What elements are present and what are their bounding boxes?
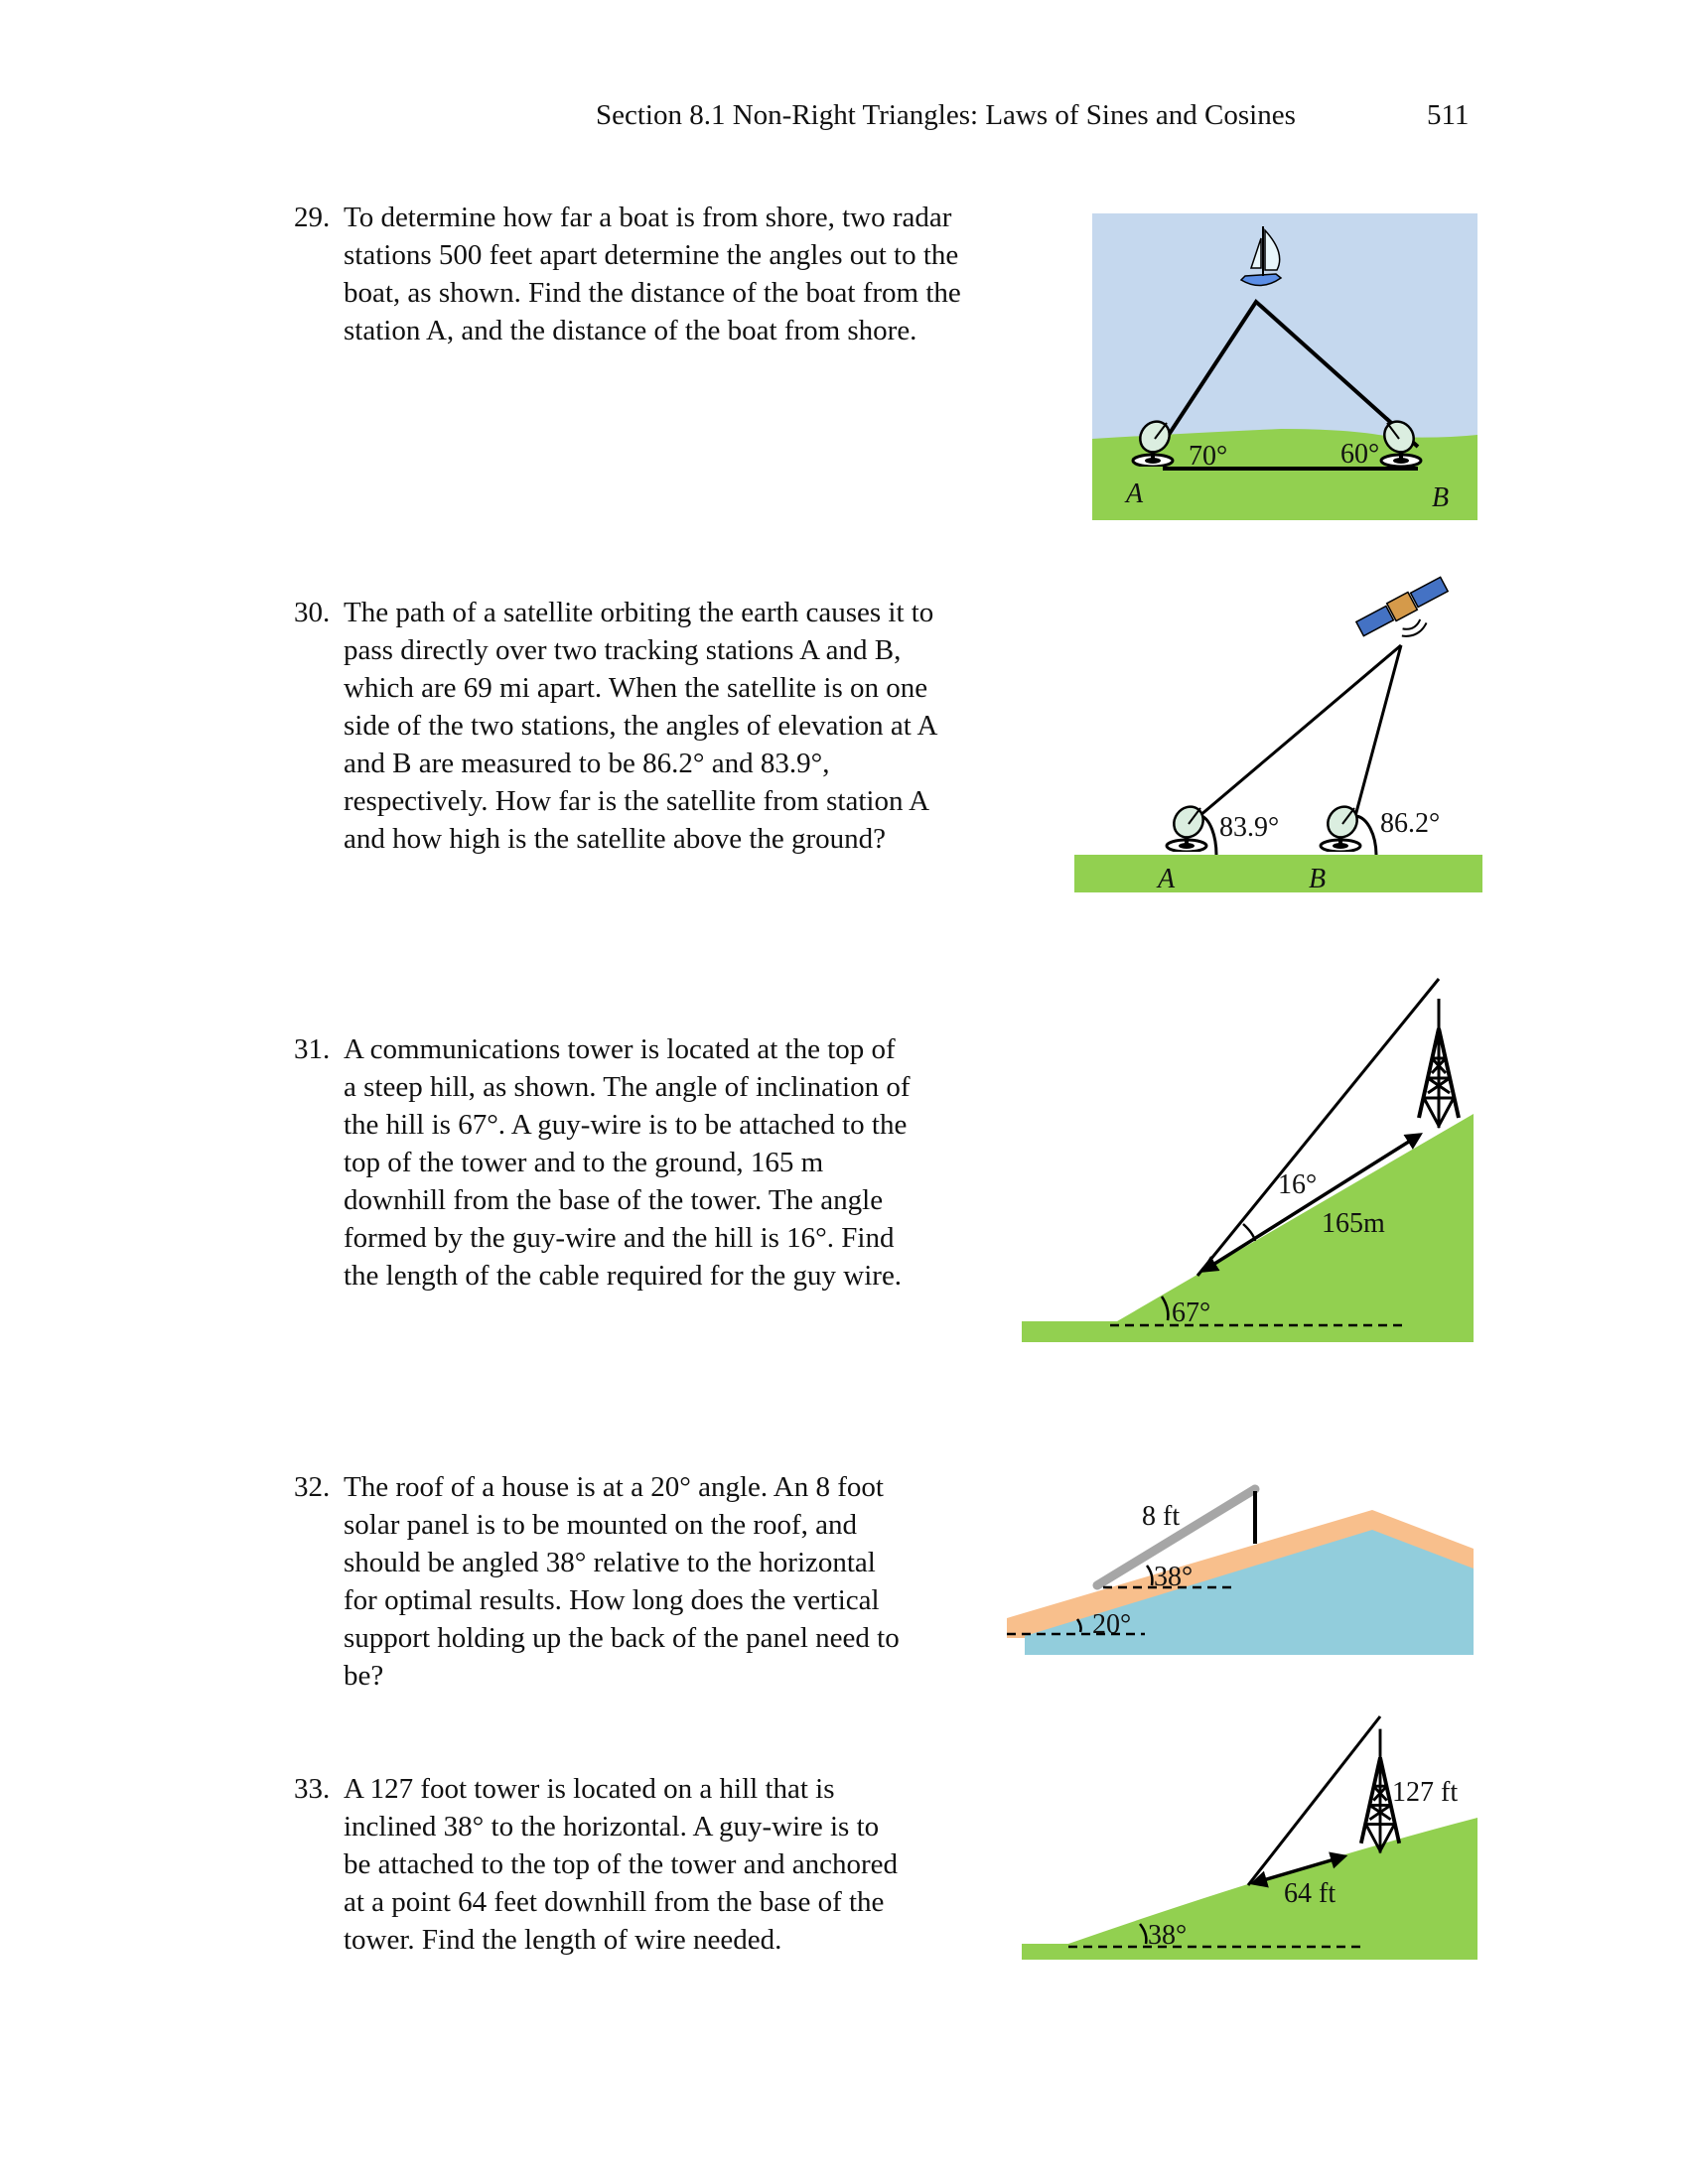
- problem-number: 31.: [294, 1033, 331, 1065]
- height-label: 127 ft: [1392, 1777, 1459, 1808]
- problem-number: 29.: [294, 202, 331, 233]
- problem-text-line: be?: [344, 1660, 384, 1692]
- tower-icon: [1419, 999, 1459, 1128]
- problem-number: 30.: [294, 597, 331, 628]
- figure-32-roof-panel: [1007, 1489, 1474, 1655]
- line-to-a: [1199, 645, 1401, 816]
- angle-label: 60°: [1340, 439, 1380, 470]
- problem-text-line: inclined 38° to the horizontal. A guy-wire is to: [344, 1811, 880, 1843]
- problem-text-line: which are 69 mi apart. When the satellite is on one: [344, 672, 928, 704]
- angle-label: 16°: [1278, 1169, 1318, 1200]
- angle-label: 67°: [1172, 1297, 1211, 1328]
- angle-label: 70°: [1189, 441, 1228, 472]
- problem-text-line: The roof of a house is at a 20° angle. An 8 foot: [344, 1471, 884, 1503]
- problem-text-line: support holding up the back of the panel need to: [344, 1622, 900, 1654]
- problem-text-line: boat, as shown. Find the distance of the boat from the: [344, 277, 961, 309]
- angle-label: 38°: [1148, 1920, 1188, 1951]
- problem-text-line: the hill is 67°. A guy-wire is to be attached to the: [344, 1109, 908, 1141]
- figure-33-tower-hill: [1022, 1716, 1477, 1960]
- problem-text-line: for optimal results. How long does the vertical: [344, 1584, 880, 1616]
- problem-text-line: a steep hill, as shown. The angle of inclination of: [344, 1071, 911, 1103]
- problem-text-line: and B are measured to be 86.2° and 83.9°,: [344, 748, 830, 779]
- problem-number: 33.: [294, 1773, 331, 1805]
- problem-text-line: A communications tower is located at the top of: [344, 1033, 896, 1065]
- angle-label: 86.2°: [1380, 808, 1441, 839]
- station-label: A: [1158, 864, 1176, 894]
- distance-label: 64 ft: [1284, 1878, 1336, 1909]
- problem-text-line: and how high is the satellite above the ground?: [344, 823, 887, 855]
- length-label: 8 ft: [1142, 1501, 1181, 1532]
- problem-text-line: downhill from the base of the tower. The angle: [344, 1184, 884, 1216]
- problem-text-line: To determine how far a boat is from shore, two radar: [344, 202, 952, 233]
- figure-31-tower-hill: [1022, 979, 1474, 1342]
- station-label: B: [1432, 482, 1450, 513]
- problem-text-line: The path of a satellite orbiting the earth causes it to: [344, 597, 934, 628]
- angle-arc: [1243, 1224, 1255, 1241]
- problem-text-line: tower. Find the length of wire needed.: [344, 1924, 782, 1956]
- radar-dish-icon: [1167, 801, 1209, 852]
- problem-number: 32.: [294, 1471, 331, 1503]
- line-to-b: [1355, 645, 1401, 816]
- problem-text-line: respectively. How far is the satellite from station A: [344, 785, 930, 817]
- figure-30-satellite: [1074, 576, 1482, 894]
- distance-label: 165m: [1322, 1208, 1385, 1239]
- problem-text-line: formed by the guy-wire and the hill is 16°. Find: [344, 1222, 895, 1254]
- ground: [1074, 855, 1482, 892]
- problem-text-line: at a point 64 feet downhill from the base of the: [344, 1886, 885, 1918]
- problem-text-line: station A, and the distance of the boat from shore.: [344, 315, 917, 346]
- section-title: Section 8.1 Non-Right Triangles: Laws of Sines and Cosines: [596, 99, 1296, 131]
- figure-29-radar-boat: [1092, 213, 1477, 520]
- problem-text-line: should be angled 38° relative to the horizontal: [344, 1547, 876, 1578]
- page-number: 511: [1427, 99, 1470, 131]
- problem-text-line: top of the tower and to the ground, 165 m: [344, 1147, 824, 1178]
- problem-text-line: the length of the cable required for the guy wire.: [344, 1260, 903, 1292]
- station-label: B: [1309, 864, 1327, 894]
- angle-label: 38°: [1154, 1562, 1194, 1592]
- satellite-icon: [1355, 576, 1459, 656]
- problem-text-line: A 127 foot tower is located on a hill that is: [344, 1773, 835, 1805]
- hill: [1022, 1818, 1477, 1960]
- problem-text-line: side of the two stations, the angles of elevation at A: [344, 710, 938, 742]
- problem-text-line: stations 500 feet apart determine the angles out to the: [344, 239, 959, 271]
- problem-text-line: pass directly over two tracking stations A and B,: [344, 634, 902, 666]
- angle-label: 20°: [1092, 1609, 1132, 1640]
- problem-text-line: be attached to the top of the tower and anchored: [344, 1848, 899, 1880]
- station-label: A: [1126, 478, 1144, 509]
- angle-label: 83.9°: [1219, 812, 1280, 843]
- problem-text-line: solar panel is to be mounted on the roof, and: [344, 1509, 858, 1541]
